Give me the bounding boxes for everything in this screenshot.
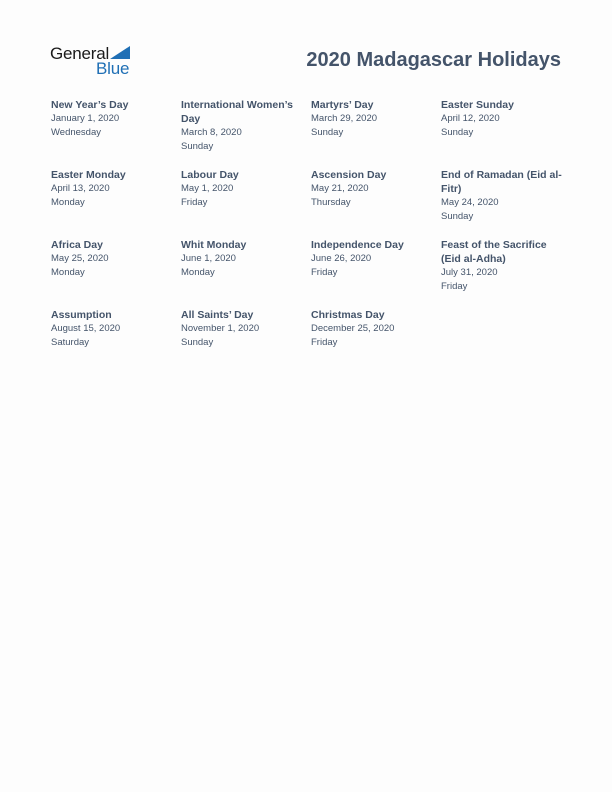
holiday-item	[51, 238, 181, 308]
holiday-weekday: Sunday	[441, 211, 474, 222]
holiday-name: Africa Day	[51, 239, 103, 251]
holiday-weekday: Sunday	[181, 141, 214, 152]
holiday-item	[51, 308, 181, 378]
holiday-name: All Saints’ Day	[181, 309, 254, 321]
holiday-item	[181, 168, 311, 238]
holiday-weekday: Monday	[51, 267, 85, 278]
logo-text-general: General	[50, 44, 110, 63]
holiday-item	[441, 238, 571, 308]
holiday-weekday: Sunday	[181, 337, 214, 348]
holiday-grid	[51, 98, 571, 378]
holiday-date: July 31, 2020	[441, 267, 498, 278]
holiday-item	[181, 98, 311, 168]
holiday-date: December 25, 2020	[311, 323, 395, 334]
holiday-name: Independence Day	[311, 239, 404, 251]
holiday-name: Martyrs’ Day	[311, 99, 374, 111]
holiday-item	[51, 168, 181, 238]
holiday-item	[441, 98, 571, 168]
holiday-item	[311, 168, 441, 238]
holiday-name: International Women’s Day	[181, 99, 294, 125]
holiday-date: May 1, 2020	[181, 183, 234, 194]
holiday-weekday: Monday	[181, 267, 215, 278]
holiday-date: April 13, 2020	[51, 183, 110, 194]
holiday-name: Feast of the Sacrifice (Eid al-Adha)	[441, 239, 547, 265]
holiday-date: April 12, 2020	[441, 113, 500, 124]
holiday-date: January 1, 2020	[51, 113, 120, 124]
holiday-weekday: Thursday	[311, 197, 351, 208]
holiday-date: May 21, 2020	[311, 183, 369, 194]
holiday-date: November 1, 2020	[181, 323, 260, 334]
holiday-name: Ascension Day	[311, 169, 387, 181]
holiday-item	[441, 168, 571, 238]
holiday-date: May 24, 2020	[441, 197, 499, 208]
holiday-item	[311, 98, 441, 168]
holiday-weekday: Saturday	[51, 337, 90, 348]
holiday-name: Assumption	[51, 309, 112, 321]
holiday-weekday: Friday	[441, 281, 468, 292]
holiday-weekday: Wednesday	[51, 127, 101, 138]
holiday-weekday: Friday	[311, 337, 338, 348]
holiday-weekday: Sunday	[311, 127, 344, 138]
holiday-date: August 15, 2020	[51, 323, 121, 334]
holiday-name: Whit Monday	[181, 239, 247, 251]
logo-triangle-icon	[110, 46, 130, 59]
holiday-name: Christmas Day	[311, 309, 385, 321]
page-title: 2020 Madagascar Holidays	[306, 49, 561, 71]
holiday-weekday: Sunday	[441, 127, 474, 138]
holiday-name: New Year’s Day	[51, 99, 129, 111]
holiday-name: Easter Sunday	[441, 99, 514, 111]
holiday-weekday: Friday	[311, 267, 338, 278]
holiday-name: Labour Day	[181, 169, 239, 181]
holiday-item	[311, 238, 441, 308]
holiday-date: May 25, 2020	[51, 253, 109, 264]
holiday-weekday: Friday	[181, 197, 208, 208]
holiday-date: June 26, 2020	[311, 253, 372, 264]
holiday-date: March 29, 2020	[311, 113, 378, 124]
holiday-item	[311, 308, 441, 378]
holiday-name: End of Ramadan (Eid al-Fitr)	[441, 169, 562, 195]
holiday-item	[51, 98, 181, 168]
generalblue-logo	[50, 44, 134, 78]
holiday-date: March 8, 2020	[181, 127, 242, 138]
holiday-name: Easter Monday	[51, 169, 126, 181]
holiday-weekday: Monday	[51, 197, 85, 208]
holiday-item	[181, 308, 311, 378]
holiday-item	[181, 238, 311, 308]
logo-text-blue: Blue	[96, 59, 130, 78]
holiday-date: June 1, 2020	[181, 253, 236, 264]
